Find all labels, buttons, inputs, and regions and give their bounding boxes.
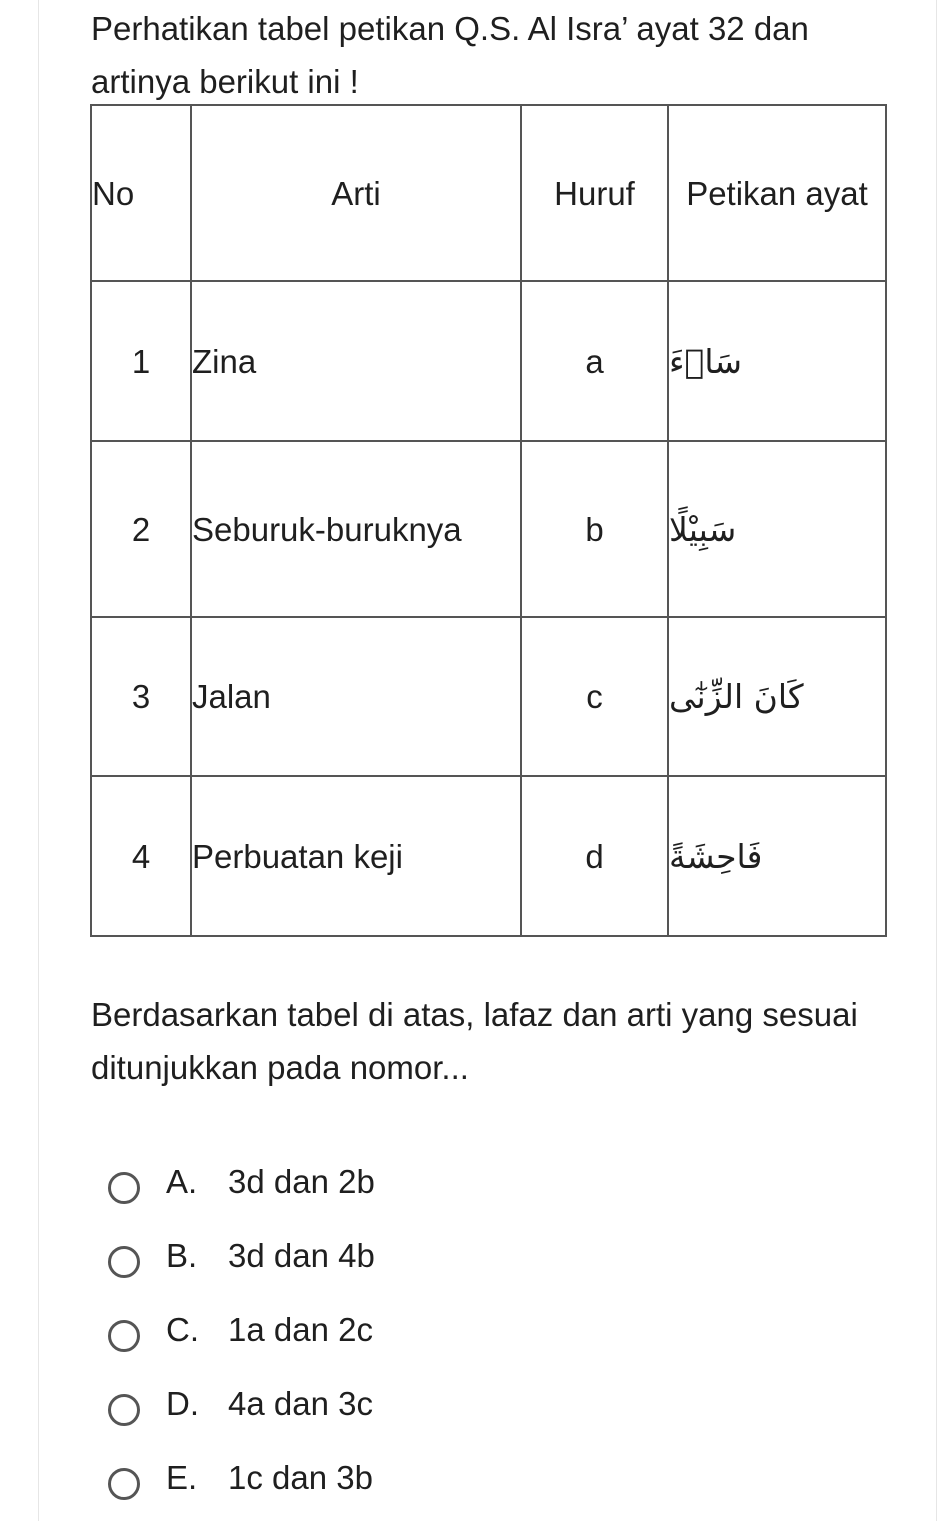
row-number: 4 [91,776,191,936]
radio-button[interactable] [108,1320,140,1352]
radio-button[interactable] [108,1246,140,1278]
header-huruf: Huruf [521,105,668,281]
ayat-table [90,104,887,937]
answer-options [108,1145,808,1515]
header-arti: Arti [191,105,521,281]
option-letter: B. [166,1237,198,1274]
radio-button[interactable] [108,1172,140,1204]
arabic-text: فَاحِشَةً [669,836,763,876]
radio-button[interactable] [108,1394,140,1426]
row-number: 1 [91,281,191,441]
option-letter: D. [166,1385,199,1422]
row-arti: Seburuk-buruknya [191,441,521,617]
option-e[interactable] [108,1441,808,1515]
row-huruf: c [521,617,668,776]
option-d[interactable] [108,1367,808,1441]
row-arti: Perbuatan keji [191,776,521,936]
arabic-text: كَانَ الزِّنٰٓى [669,677,804,716]
left-divider [38,0,39,1521]
right-divider [936,0,937,1521]
table-header-row [91,105,886,281]
row-huruf: a [521,281,668,441]
row-huruf: b [521,441,668,617]
row-number: 2 [91,441,191,617]
option-letter: C. [166,1311,199,1348]
row-huruf: d [521,776,668,936]
arabic-text: سَبِيْلًا [669,509,737,549]
question-intro: Perhatikan tabel petikan Q.S. Al Isra’ ayat 32 dan artinya berikut ini ! [91,10,809,100]
radio-button[interactable] [108,1468,140,1500]
option-text: 1a dan 2c [228,1311,373,1348]
option-text: 3d dan 2b [228,1163,375,1200]
row-arti: Zina [191,281,521,441]
row-petikan [668,441,886,617]
option-text: 3d dan 4b [228,1237,375,1274]
option-c[interactable] [108,1293,808,1367]
arabic-text: سَاۤءَ [669,341,743,381]
table-row [91,441,886,617]
row-arti: Jalan [191,617,521,776]
option-b[interactable] [108,1219,808,1293]
option-text: 1c dan 3b [228,1459,373,1496]
table-row [91,617,886,776]
header-petikan: Petikan ayat [668,105,886,281]
option-letter: E. [166,1459,198,1496]
row-petikan [668,776,886,936]
question-prompt: Berdasarkan tabel di atas, lafaz dan arti yang sesuai ditunjukkan pada nomor... [91,996,858,1086]
row-number: 3 [91,617,191,776]
row-petikan [668,281,886,441]
option-a[interactable] [108,1145,808,1219]
table-row [91,281,886,441]
table-row [91,776,886,936]
option-text: 4a dan 3c [228,1385,373,1422]
header-no: No [91,105,191,281]
option-letter: A. [166,1163,198,1200]
row-petikan [668,617,886,776]
